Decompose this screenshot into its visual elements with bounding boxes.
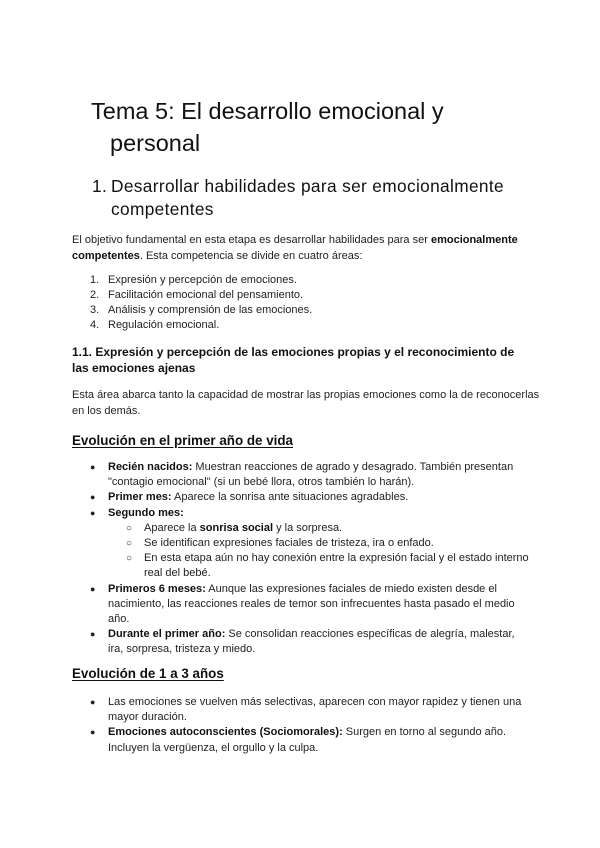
item-text: Surgen en torno al segundo año. Incluyen la vergüenza, el orgullo y la culpa.	[108, 726, 507, 754]
area-text: Regulación emocional.	[108, 319, 220, 331]
list-item	[90, 490, 530, 505]
item-bold: Segundo mes:	[108, 506, 184, 519]
intro-bold: emocionalmente competentes	[72, 234, 518, 262]
section-1-heading-line-2: competentes	[111, 199, 214, 219]
primer-ano-list	[90, 460, 530, 658]
bullet-icon: ●	[90, 697, 96, 707]
sub-list-item	[108, 551, 530, 581]
list-item	[90, 695, 530, 725]
sub-item-bold: sonrisa social	[199, 521, 274, 534]
item-text: Las emociones se vuelven más selectivas, aparecen con mayor rapidez y tienen una mayor duración.	[108, 696, 522, 724]
area-text: Análisis y comprensión de las emociones.	[108, 304, 313, 316]
subsection-heading: 1.1. Expresión y percepción de las emociones propias y el reconocimiento de las emociones ajenas	[72, 345, 515, 375]
intro-text-before: El objetivo fundamental en esta etapa es desarrollar habilidades para ser	[72, 234, 431, 246]
section-1-number: 1.	[92, 176, 108, 196]
sub-list-item	[108, 536, 530, 551]
area-number: 4.	[90, 319, 100, 331]
bullet-icon: ●	[90, 727, 96, 738]
heading-primer-ano: Evolución en el primer año de vida	[72, 433, 294, 448]
list-item	[90, 506, 530, 582]
item-bold: Primeros 6 meses:	[108, 582, 206, 595]
bullet-icon: ●	[90, 583, 96, 594]
bullet-icon: ●	[90, 507, 96, 518]
uno-tres-list	[90, 695, 530, 756]
list-item	[90, 725, 530, 755]
heading-1-3-anos: Evolución de 1 a 3 años	[72, 666, 224, 681]
title-line-1: Tema 5: El desarrollo emocional y	[91, 98, 444, 124]
title-line-2: personal	[110, 130, 201, 156]
area-number: 3.	[90, 304, 100, 316]
item-bold: Recién nacidos:	[108, 461, 193, 473]
item-text: Muestran reacciones de agrado y desagrado. También presentan "contagio emocional" (si un bebé llora, otros también lo harán).	[108, 461, 514, 489]
sub-item-text: Aparece la	[144, 521, 200, 534]
item-bold: Primer mes:	[108, 491, 172, 504]
area-number: 1.	[90, 274, 100, 286]
bullet-icon: ●	[90, 629, 96, 640]
sub-list-item	[108, 521, 530, 536]
bullet-icon: ●	[90, 462, 96, 472]
circle-bullet-icon: ○	[126, 522, 133, 534]
bullet-icon: ●	[90, 492, 96, 503]
segundo-mes-sublist	[108, 521, 530, 582]
subsection-body: Esta área abarca tanto la capacidad de mostrar las propias emociones como la de reconocerlas en los demás.	[72, 389, 540, 417]
item-text: Aunque las expresiones faciales de miedo existen desde el nacimiento, las reacciones reales de temor son infrecuentes hasta pasado el medio año.	[108, 582, 515, 626]
item-bold: Emociones autoconscientes (Sociomorales):	[108, 726, 343, 739]
sub-item-text: Se identifican expresiones faciales de tristeza, ira o enfado.	[144, 537, 434, 550]
area-text: Expresión y percepción de emociones.	[108, 274, 297, 286]
intro-text-after: . Esta competencia se divide en cuatro áreas:	[139, 249, 363, 262]
list-item	[90, 582, 530, 628]
intro-paragraph	[72, 233, 542, 264]
area-number: 2.	[90, 289, 100, 301]
circle-bullet-icon: ○	[126, 553, 133, 565]
item-text: Se consolidan reacciones específicas de alegría, malestar, ira, sorpresa, tristeza y miedo.	[108, 628, 515, 656]
document-title	[91, 95, 531, 159]
sub-item-text: y la sorpresa.	[273, 521, 343, 534]
circle-bullet-icon: ○	[126, 538, 133, 550]
item-bold: Durante el primer año:	[108, 628, 226, 641]
sub-item-text: En esta etapa aún no hay conexión entre la expresión facial y el estado interno real del bebé.	[144, 552, 529, 580]
section-1-heading	[92, 175, 542, 221]
item-text: Aparece la sonrisa ante situaciones agradables.	[171, 491, 409, 504]
list-item	[90, 460, 530, 490]
section-1-heading-line-1: Desarrollar habilidades para ser emocionalmente	[111, 176, 504, 196]
list-item	[90, 627, 530, 657]
area-text: Facilitación emocional del pensamiento.	[108, 289, 304, 301]
